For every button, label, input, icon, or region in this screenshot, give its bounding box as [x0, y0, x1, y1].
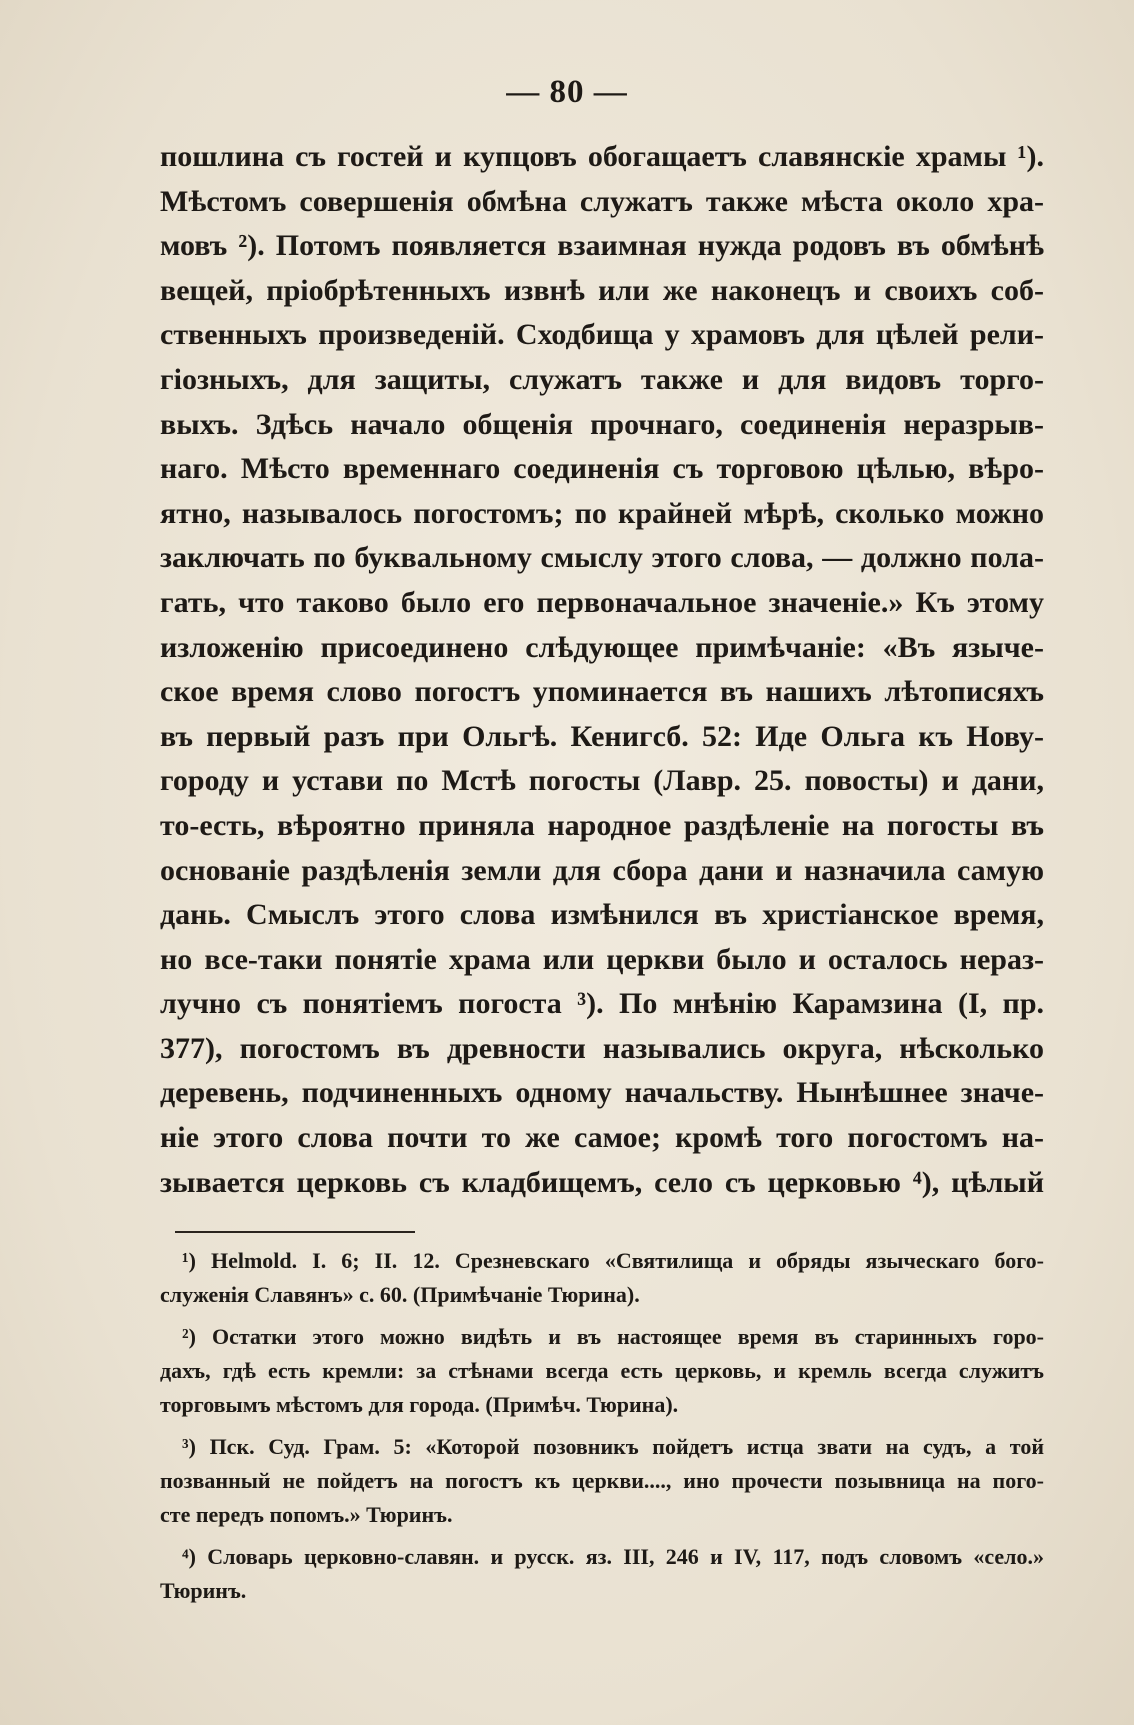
text-line: городу и устави по Мстѣ погосты (Лавр. 25. повосты) и дани,: [160, 764, 1044, 798]
footnote-line: ³) Пск. Суд. Грам. 5: «Которой позовникъ пойдетъ истца звати на судъ, а той: [182, 1434, 1044, 1459]
text-line: вещей, пріобрѣтенныхъ извнѣ или же наконецъ и своихъ соб-: [160, 273, 1044, 307]
footnotes: [160, 1244, 1044, 1616]
text-line: то-есть, вѣроятно приняла народное раздѣленіе на погосты въ: [160, 808, 1044, 842]
footnote-line: позванный не пойдетъ на погостъ къ церкви...., ино прочести позывница на пого-: [160, 1468, 1044, 1493]
text-line: ское время слово погостъ упоминается въ нашихъ лѣтописяхъ: [160, 675, 1044, 709]
footnote-1: [160, 1244, 1044, 1312]
footnote-line: Тюринъ.: [160, 1578, 247, 1603]
text-line: выхъ. Здѣсь начало общенія прочнаго, соединенія неразрыв-: [160, 407, 1044, 441]
footnote-line: служенія Славянъ» с. 60. (Примѣчаніе Тюрина).: [160, 1282, 640, 1307]
text-line: изложенію присоединено слѣдующее примѣчаніе: «Въ языче-: [160, 630, 1044, 664]
text-line: ятно, называлось погостомъ; по крайней мѣрѣ, сколько можно: [160, 496, 1044, 530]
text-line: дань. Смыслъ этого слова измѣнился въ христіанское время,: [160, 898, 1044, 932]
main-text: [160, 135, 1044, 1205]
text-line: заключать по буквальному смыслу этого слова, — должно пола-: [160, 541, 1044, 575]
footnote-2: [160, 1320, 1044, 1422]
text-line: основаніе раздѣленія земли для сбора дани и назначила самую: [160, 853, 1044, 887]
footnote-divider: [175, 1231, 415, 1233]
text-line: но все-таки понятіе храма или церкви было и осталось нераз-: [160, 942, 1044, 976]
text-line: лучно съ понятіемъ погоста ³). По мнѣнію Карамзина (I, пр.: [160, 987, 1044, 1021]
text-line: зывается церковь съ кладбищемъ, село съ церковью ⁴), цѣлый: [160, 1165, 1044, 1199]
text-line: гать, что таково было его первоначальное значеніе.» Къ этому: [160, 585, 1044, 619]
footnote-line: ⁴) Словарь церковно-славян. и русск. яз. III, 246 и IV, 117, подъ словомъ «село.»: [182, 1544, 1044, 1569]
footnote-line: ¹) Helmold. I. 6; II. 12. Срезневскаго «Святилища и обряды языческаго бого-: [182, 1248, 1044, 1273]
footnote-line: сте передъ попомъ.» Тюринъ.: [160, 1502, 453, 1527]
text-line: деревень, подчиненныхъ одному начальству. Нынѣшнее значе-: [160, 1076, 1044, 1110]
text-line: ніе этого слова почти то же самое; кромѣ того погостомъ на-: [160, 1121, 1044, 1155]
text-line: наго. Мѣсто временнаго соединенія съ торговою цѣлью, вѣро-: [160, 452, 1044, 486]
text-line: Мѣстомъ совершенія обмѣна служатъ также мѣста около хра-: [160, 184, 1044, 218]
text-line: въ первый разъ при Ольгѣ. Кенигсб. 52: Иде Ольга къ Нову-: [160, 719, 1044, 753]
footnote-3: [160, 1430, 1044, 1532]
footnote-line: дахъ, гдѣ есть кремли: за стѣнами всегда есть церковь, и кремль всегда служитъ: [160, 1358, 1044, 1383]
text-line: мовъ ²). Потомъ появляется взаимная нужда родовъ въ обмѣнѣ: [160, 229, 1044, 263]
footnote-line: торговымъ мѣстомъ для города. (Примѣч. Тюрина).: [160, 1392, 679, 1417]
footnote-line: ²) Остатки этого можно видѣть и въ настоящее время въ старинныхъ горо-: [182, 1324, 1044, 1349]
text-line: 377), погостомъ въ древности назывались округа, нѣсколько: [160, 1031, 1044, 1065]
page-number: — 80 —: [506, 74, 628, 110]
footnote-4: [160, 1540, 1044, 1608]
text-line: ственныхъ произведеній. Сходбища у храмовъ для цѣлей рели-: [160, 318, 1044, 352]
text-line: пошлина съ гостей и купцовъ обогащаетъ славянскіе храмы ¹).: [160, 140, 1044, 173]
text-line: гіозныхъ, для защиты, служатъ также и для видовъ торго-: [160, 362, 1044, 396]
